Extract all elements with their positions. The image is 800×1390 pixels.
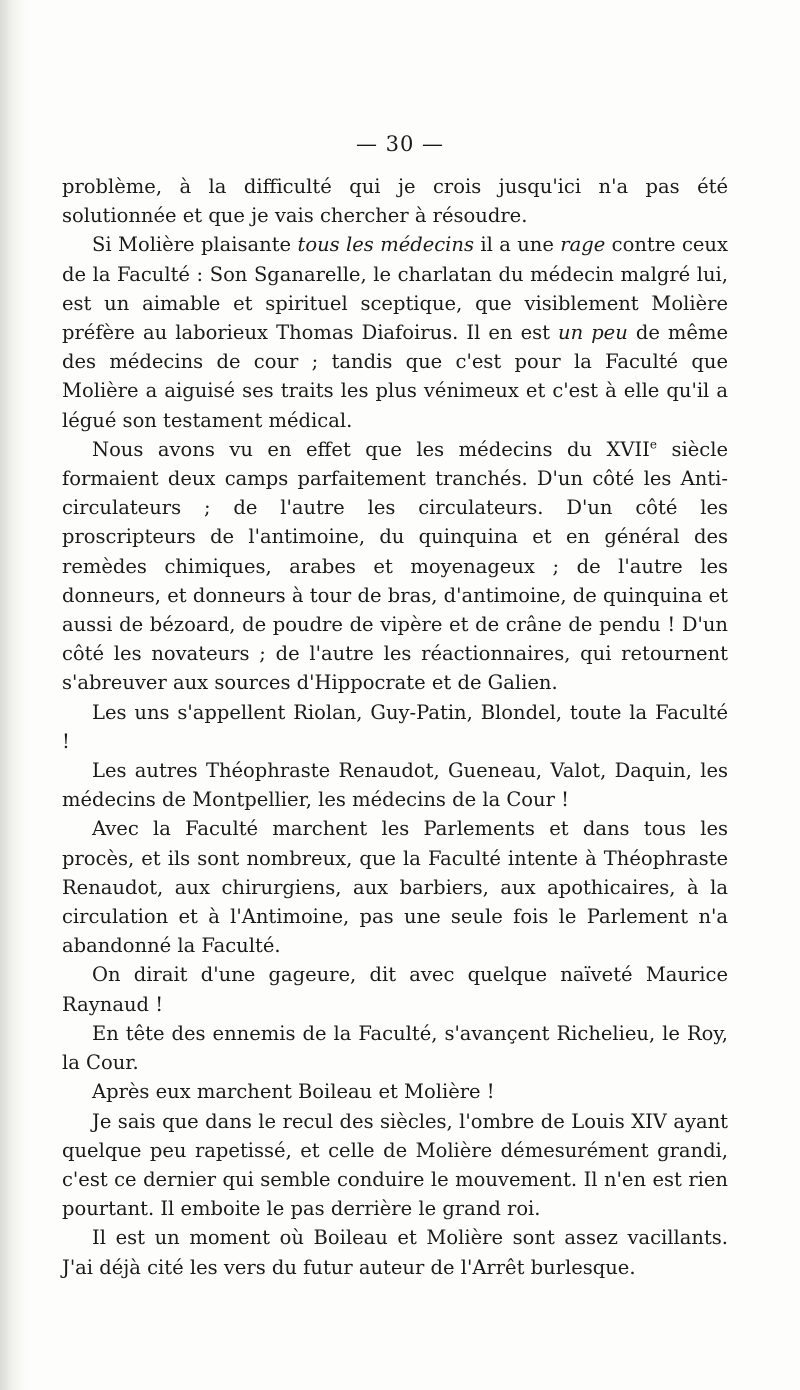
paragraph: Les autres Théophraste Renaudot, Gueneau, Valot, Daquin, les médecins de Montpellier, les médecins de la Cour !: [62, 759, 728, 812]
body-text: [62, 172, 728, 1282]
paragraph: On dirait d'une gageure, dit avec quelque naïveté Maurice Raynaud !: [62, 963, 728, 1016]
paragraph: Avec la Faculté marchent les Parlements et dans tous les procès, et ils sont nombreux, que la Faculté intente à Théophraste Renaudot, aux chirurgiens, aux barbiers, aux apothicaires, à la circulation et à l'Antimoine, pas une seule fois le Parlement n'a abandonné la Faculté.: [62, 817, 728, 958]
page-binding-shadow: [0, 0, 26, 1390]
paragraph: Après eux marchent Boileau et Molière !: [92, 1080, 495, 1104]
paragraph: problème, à la difficulté qui je crois jusqu'ici n'a pas été solutionnée et que je vais chercher à résoudre.: [62, 175, 728, 228]
paragraph: Il est un moment où Boileau et Molière sont assez vacillants. J'ai déjà cité les vers du futur auteur de l'Arrêt burlesque.: [62, 1226, 728, 1279]
paragraph: Si Molière plaisante tous les médecins il a une rage contre ceux de la Faculté : Son Sganarelle, le charlatan du médecin malgré lui, est un aimable et spirituel sceptique, que visiblement Molière préfère au laborieux Thomas Diafoirus. Il en est un peu de même des médecins de cour ; tandis que c'est pour la Faculté que Molière a aiguisé ses traits les plus vénimeux et c'est à elle qu'il a légué son testament médical.: [62, 233, 728, 432]
paragraph: Nous avons vu en effet que les médecins du XVIIe siècle formaient deux camps parfaitement tranchés. D'un côté les Anti-circulateurs ; de l'autre les circulateurs. D'un côté les proscripteurs de l'antimoine, du quinquina et en général des remèdes chimiques, arabes et moyenageux ; de l'autre les donneurs, et donneurs à tour de bras, d'antimoine, de quinquina et aussi de bézoard, de poudre de vipère et de crâne de pendu ! D'un côté les novateurs ; de l'autre les réactionnaires, qui retournent s'abreuver aux sources d'Hippocrate et de Galien.: [62, 437, 728, 695]
paragraph: En tête des ennemis de la Faculté, s'avançent Richelieu, le Roy, la Cour.: [62, 1021, 728, 1075]
paragraph: Je sais que dans le recul des siècles, l'ombre de Louis XIV ayant quelque peu rapetissé, et celle de Molière démesurément grandi, c'est ce dernier qui semble conduire le mouvement. Il n'en est rien pourtant. Il emboite le pas derrière le grand roi.: [62, 1109, 728, 1221]
page-number: — 30 —: [355, 132, 445, 156]
paragraph: Les uns s'appellent Riolan, Guy-Patin, Blondel, toute la Faculté !: [62, 700, 728, 753]
